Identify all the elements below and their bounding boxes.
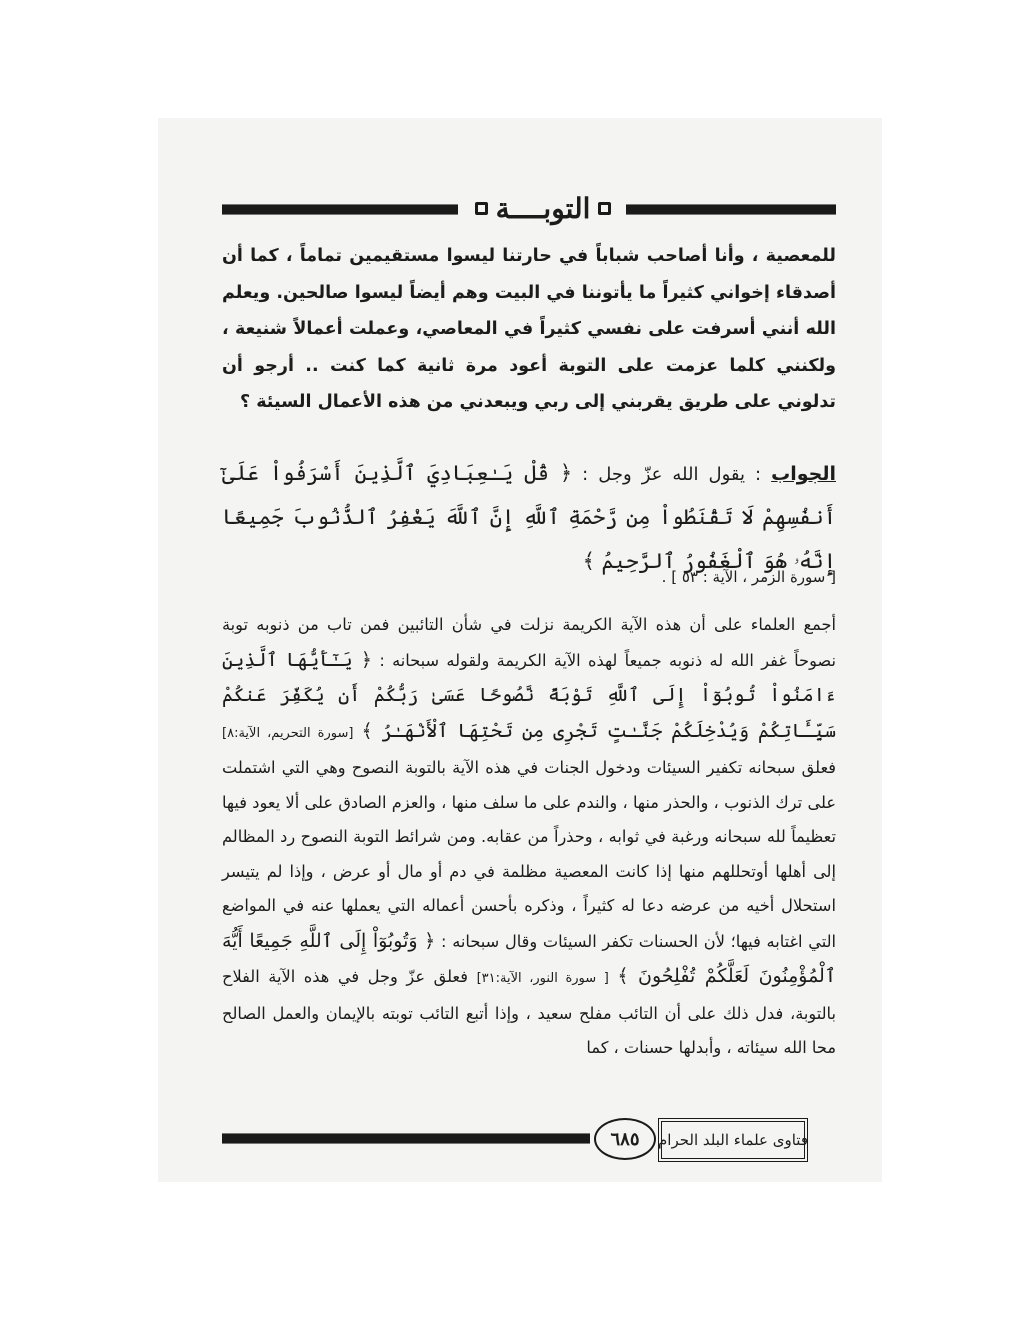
- verse-reference-zumar: [ سورة الزمر ، الآية : ٥٣ ] .: [661, 568, 836, 586]
- square-ornament-icon: [475, 202, 488, 215]
- quran-verse-nur: ﴿ وَتُوبُوٓاْ إِلَى ٱللَّهِ جَمِيعًا أَيُّهَ ٱلْمُؤْمِنُونَ لَعَلَّكُمْ تُفْلِحُونَ ﴾: [222, 929, 836, 987]
- header-title-wrap: [464, 188, 622, 228]
- answer-label: الجواب: [771, 463, 836, 485]
- chapter-title: التوبــــة: [495, 191, 591, 225]
- quran-verse-zumar: ﴿ قُلْ يَـٰعِبَادِيَ ٱلَّذِينَ أَسْرَفُواْ عَلَىٰٓ أَنفُسِهِمْ لَا تَقْنَطُواْ مِن رَّحْمَةِ ٱللَّهِ إِنَّ ٱللَّهَ يَغْفِرُ ٱلذُّنُوبَ جَمِيعًا إِنَّهُۥ هُوَ ٱلْغَفُورُ ٱلرَّحِيمُ ﴾: [222, 461, 836, 573]
- footer-rule: [222, 1133, 590, 1144]
- square-ornament-icon: [598, 202, 611, 215]
- body-text-3: فعلق عزّ وجل في هذه الآية الفلاح بالتوبة، فدل ذلك على أن التائب مفلح سعيد ، وإذا أتبع التائب توبته بالإيمان والعمل الصالح محا الله سيئاته ، وأبدلها حسنات ، كما: [222, 967, 836, 1057]
- question-paragraph: للمعصية ، وأنا أصاحب شباباً في حارتنا ليسوا مستقيمين تماماً ، كما أن أصدقاء إخواني كثيراً ما يأتوننا في البيت وهم أيضاً ليسوا صالحين. ويعلم الله أنني أسرفت على نفسي كثيراً في المعاصي، وعملت أعمالاً شنيعة ، ولكنني كلما عزمت على التوبة أعود مرة ثانية كما كنت .. أرجو أن تدلوني على طريق يقربني إلى ربي ويبعدني من هذه الأعمال السيئة ؟: [222, 246, 836, 412]
- body-text-1: أجمع العلماء على أن هذه الآية الكريمة نزلت في شأن التائبين فمن تاب من ذنوبه توبة نصوحاً غفر الله له ذنوبه جميعاً لهذه الآية الكريمة ولقوله سبحانه :: [222, 615, 836, 670]
- body-text-2: فعلق سبحانه تكفير السيئات ودخول الجنات في هذه الآية بالتوبة النصوح وهي التي اشتملت على ترك الذنوب ، والحذر منها ، والندم على ما سلف منها ، والعزم الصادق على ألا يعود فيها تعظيماً لله سبحانه ورغبة في ثوابه ، وحذراً من عقابه. ومن شرائط التوبة النصوح رد المظالم إلى أهلها أوتحللهم منها إذا كانت المعصية مظلمة في دم أو مال أو عرض ، وإذا لم يتيسر استحلال أخيه من عرضه دعا له كثيراً ، وذكره بأحسن أعماله التي يعملها عنه في المواضع التي اغتابه فيها؛ لأن الحسنات تكفر السيئات وقال سبحانه :: [222, 758, 837, 951]
- answer-intro: : يقول الله عزّ وجل :: [582, 464, 762, 485]
- answer-paragraph: [222, 452, 836, 584]
- verse-reference-nur: [ سورة النور، الآية:٣١]: [476, 971, 609, 986]
- page-header: [222, 188, 836, 228]
- page-number: ٦٨٥: [594, 1118, 656, 1160]
- quran-verse-tahrim: ﴿ يَـٰٓأَيُّهَا ٱلَّذِينَ ءَامَنُواْ تُوبُوٓاْ إِلَى ٱللَّهِ تَوْبَةً نَّصُوحًا عَسَىٰ رَبُّكُمْ أَن يُكَفِّرَ عَنكُمْ سَيِّـَٔاتِكُمْ وَيُدْخِلَكُمْ جَنَّـٰتٍ تَجْرِى مِن تَحْتِهَا ٱلْأَنْهَـٰرُ ﴾: [222, 648, 836, 742]
- book-title: فتاوى علماء البلد الحرام: [658, 1118, 808, 1162]
- header-rule-left: [222, 204, 458, 215]
- header-rule-right: [626, 204, 836, 215]
- body-paragraph: [222, 608, 836, 1066]
- page-footer: [222, 1118, 836, 1162]
- verse-reference-tahrim: [سورة التحريم، الآية:٨]: [222, 725, 354, 741]
